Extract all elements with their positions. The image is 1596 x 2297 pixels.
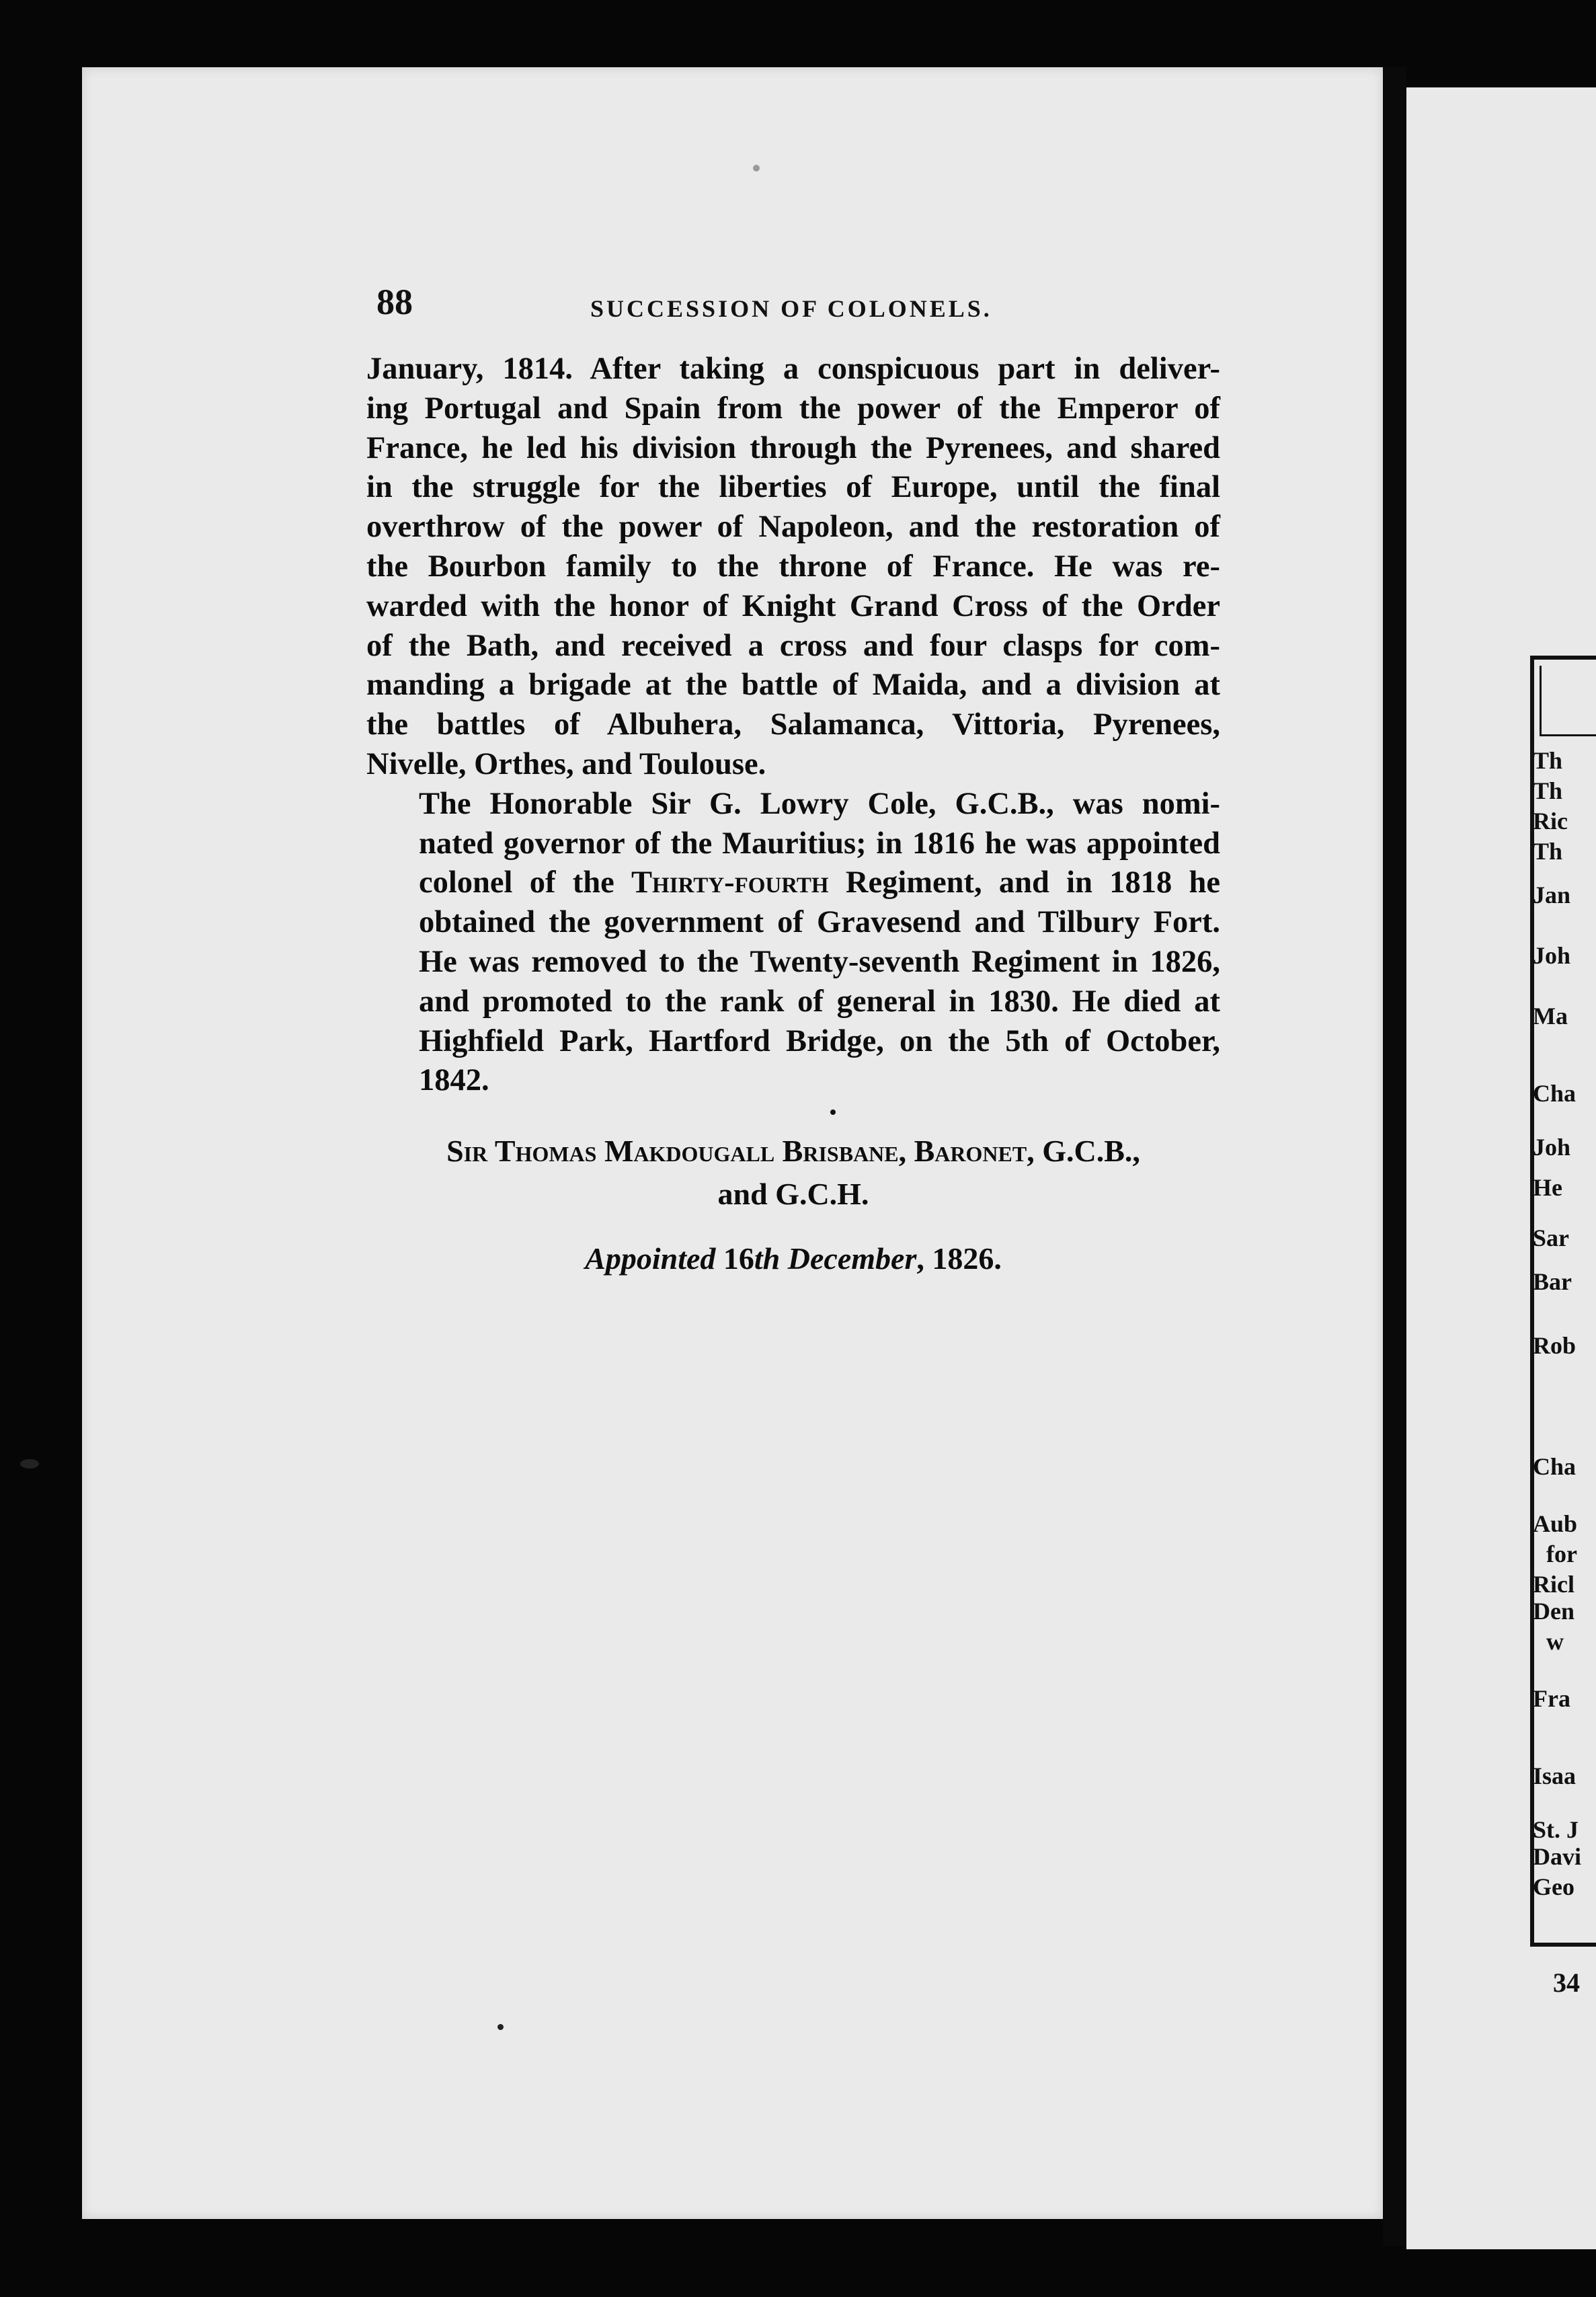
text-run: colonel of the bbox=[419, 865, 632, 900]
text-line bbox=[366, 745, 1220, 785]
text-line bbox=[366, 982, 1220, 1022]
body-text bbox=[366, 350, 1220, 1101]
right-fragment: Bar bbox=[1533, 1268, 1572, 1295]
text-run: the battles of Albuhera, Salamanca, Vittoria, Pyrenees, bbox=[366, 707, 1220, 742]
text-line bbox=[366, 863, 1220, 903]
text-line bbox=[366, 350, 1220, 389]
right-fragment: Geo bbox=[1533, 1873, 1574, 1900]
right-fragment: for bbox=[1546, 1541, 1577, 1567]
smallcaps-text: Thirty-fourth bbox=[631, 865, 829, 900]
ornament-dot bbox=[830, 1109, 836, 1115]
text-line bbox=[366, 468, 1220, 508]
right-fragment: Cha bbox=[1533, 1453, 1577, 1480]
paper-speck bbox=[497, 2024, 504, 2030]
right-fragment: Ric bbox=[1533, 808, 1568, 834]
text-run: of the Bath, and received a cross and four clasps for com- bbox=[366, 628, 1220, 663]
right-fragment: Isaa bbox=[1533, 1762, 1577, 1789]
text-run: overthrow of the power of Napoleon, and the restoration of bbox=[366, 510, 1220, 545]
text-line bbox=[366, 666, 1220, 705]
paragraph bbox=[366, 785, 1220, 1101]
text-run: manding a brigade at the battle of Maida, and a division at bbox=[366, 668, 1220, 703]
right-fragment: Jan bbox=[1533, 882, 1571, 908]
page-number: 88 bbox=[376, 282, 413, 322]
page-header bbox=[376, 281, 1076, 328]
text-run: 1842. bbox=[419, 1063, 489, 1098]
right-fragment: Joh bbox=[1533, 1134, 1571, 1161]
text-line bbox=[366, 508, 1220, 547]
appointment-date bbox=[366, 1241, 1220, 1276]
text-line bbox=[366, 587, 1220, 627]
text-run: in the struggle for the liberties of Europe, until the final bbox=[366, 470, 1220, 505]
text-line bbox=[366, 389, 1220, 429]
right-fragment: Sar bbox=[1533, 1224, 1569, 1251]
right-fragment: Joh bbox=[1533, 942, 1571, 969]
paragraph bbox=[366, 350, 1220, 785]
right-fragment: Fra bbox=[1533, 1685, 1570, 1712]
text-line bbox=[366, 943, 1220, 982]
text-run: Nivelle, Orthes, and Toulouse. bbox=[366, 746, 766, 781]
right-fragment: w bbox=[1546, 1628, 1564, 1655]
right-fragment: Rob bbox=[1533, 1332, 1577, 1359]
appointed-month: th December bbox=[754, 1241, 917, 1276]
appointed-year: , 1826. bbox=[916, 1241, 1002, 1276]
right-fragment: Cha bbox=[1533, 1080, 1577, 1107]
right-table-header-box bbox=[1540, 666, 1596, 736]
paper-speck bbox=[753, 165, 760, 171]
text-run: obtained the government of Gravesend and Tilbury Fort. bbox=[419, 905, 1220, 940]
text-line bbox=[366, 903, 1220, 943]
text-run: January, 1814. After taking a conspicuous part in deliver- bbox=[366, 352, 1220, 386]
right-fragment: Th bbox=[1533, 747, 1563, 774]
right-fragment: Den bbox=[1533, 1598, 1574, 1625]
text-line bbox=[366, 627, 1220, 666]
running-head: SUCCESSION OF COLONELS. bbox=[590, 295, 992, 322]
text-run: nated governor of the Mauritius; in 1816 he was appointed bbox=[419, 826, 1220, 861]
text-line bbox=[366, 1022, 1220, 1062]
text-run: France, he led his division through the Pyrenees, and shared bbox=[366, 430, 1220, 465]
text-run: Highfield Park, Hartford Bridge, on the 5th of October, bbox=[419, 1023, 1220, 1058]
right-fragment: Ricl bbox=[1533, 1571, 1574, 1598]
text-line bbox=[366, 1061, 1220, 1101]
text-line bbox=[366, 824, 1220, 864]
right-page-number: 34 bbox=[1553, 1968, 1580, 1998]
text-run: Regiment, and in 1818 he bbox=[828, 865, 1220, 900]
heading-line-2: and G.C.H. bbox=[717, 1177, 869, 1211]
right-fragment: Aub bbox=[1533, 1510, 1578, 1537]
right-page-fragments bbox=[1533, 746, 1596, 1957]
right-fragment: He bbox=[1533, 1174, 1562, 1201]
book-gutter bbox=[1383, 67, 1406, 2246]
text-run: the Bourbon family to the throne of France. He was re- bbox=[366, 549, 1220, 584]
heading-line-1: Sir Thomas Makdougall Brisbane, Baronet, G.C.B., bbox=[446, 1134, 1140, 1168]
text-line bbox=[366, 547, 1220, 587]
right-fragment: Davi bbox=[1533, 1843, 1581, 1870]
section-heading bbox=[366, 1130, 1220, 1216]
text-line bbox=[366, 705, 1220, 745]
right-fragment: Ma bbox=[1533, 1003, 1568, 1029]
text-run: The Honorable Sir G. Lowry Cole, G.C.B., was nomi- bbox=[419, 786, 1220, 821]
text-line bbox=[366, 785, 1220, 824]
text-run: and promoted to the rank of general in 1830. He died at bbox=[419, 984, 1220, 1019]
right-fragment: St. J bbox=[1533, 1816, 1579, 1843]
text-run: ing Portugal and Spain from the power of the Emperor of bbox=[366, 391, 1220, 426]
appointed-day: 16 bbox=[723, 1241, 754, 1276]
text-run: He was removed to the Twenty-seventh Regiment in 1826, bbox=[419, 944, 1220, 979]
paper-speck bbox=[20, 1459, 39, 1469]
text-run: warded with the honor of Knight Grand Cross of the Order bbox=[366, 588, 1220, 623]
right-fragment: Th bbox=[1533, 777, 1563, 804]
text-line bbox=[366, 429, 1220, 469]
appointed-prefix: Appointed bbox=[585, 1241, 716, 1276]
right-fragment: Th bbox=[1533, 838, 1563, 865]
